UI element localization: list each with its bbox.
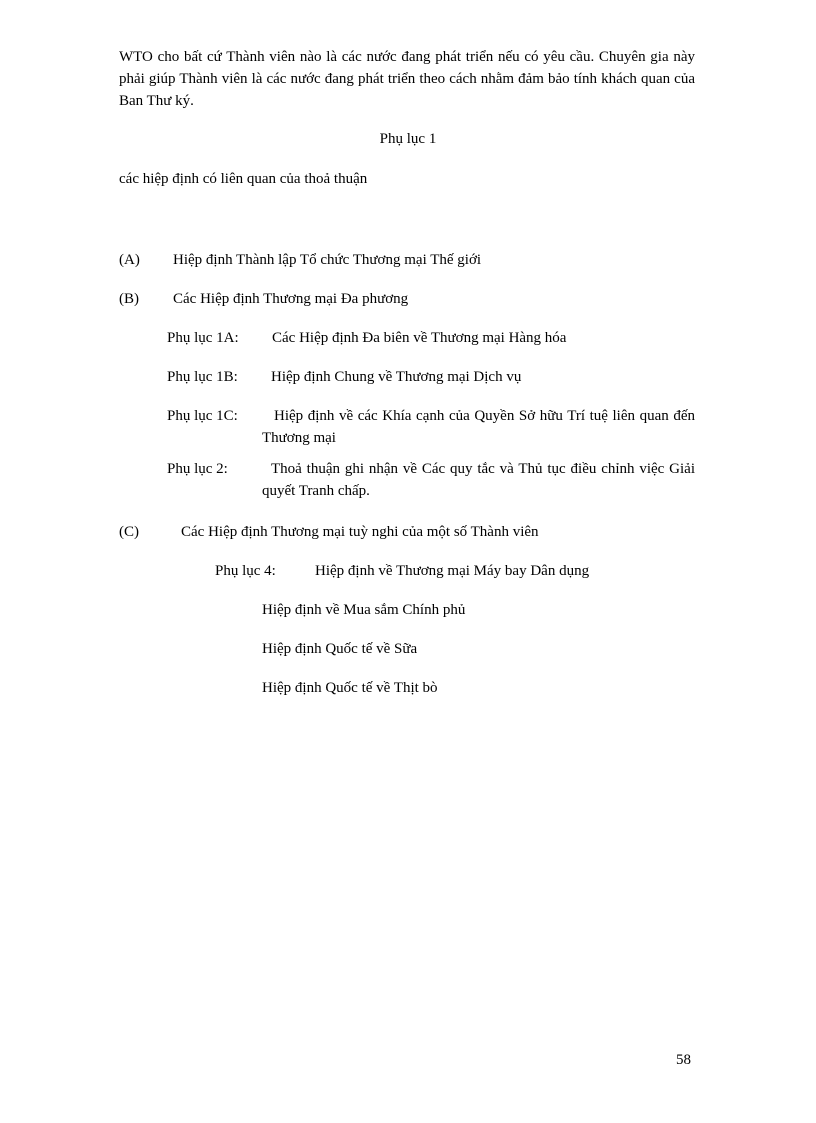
annex-1b-label: Phụ lục 1B: xyxy=(167,369,238,385)
annex-4-agreement-2: Hiệp định về Mua sắm Chính phủ xyxy=(262,602,466,618)
annex-4-label: Phụ lục 4: xyxy=(215,563,276,579)
section-c-text: Các Hiệp định Thương mại tuỳ nghi của một số Thành viên xyxy=(181,524,539,540)
section-a-letter: (A) xyxy=(119,252,140,268)
annex-1a-text: Các Hiệp định Đa biên về Thương mại Hàng hóa xyxy=(272,330,567,346)
annex-1c-label: Phụ lục 1C: xyxy=(167,408,238,424)
annex-title xyxy=(0,131,816,148)
subtitle: các hiệp định có liên quan của thoả thuận xyxy=(119,171,368,187)
annex-2-label: Phụ lục 2: xyxy=(167,461,228,477)
section-b-letter: (B) xyxy=(119,291,139,307)
annex-4-agreement-3: Hiệp định Quốc tế về Sữa xyxy=(262,641,418,657)
annex-2-text: Thoả thuận ghi nhận về Các quy tắc và Thủ tục điều chỉnh việc Giải quyết Tranh chấp. xyxy=(262,461,695,499)
annex-1c-text: Hiệp định về các Khía cạnh của Quyền Sở hữu Trí tuệ liên quan đến Thương mại xyxy=(262,408,695,446)
intro-paragraph: WTO cho bất cứ Thành viên nào là các nước đang phát triển nếu có yêu cầu. Chuyên gia này phải giúp Thành viên là các nước đang phát triển theo cách nhằm đảm bảo tính khách quan của Ban Thư ký. xyxy=(119,49,695,109)
section-c-letter: (C) xyxy=(119,524,139,540)
annex-4-agreement-1: Hiệp định về Thương mại Máy bay Dân dụng xyxy=(315,563,590,579)
section-b-text: Các Hiệp định Thương mại Đa phương xyxy=(173,291,409,307)
annex-1b-text: Hiệp định Chung về Thương mại Dịch vụ xyxy=(271,369,522,385)
section-a-text: Hiệp định Thành lập Tổ chức Thương mại Thế giới xyxy=(173,252,482,268)
annex-4-agreement-4: Hiệp định Quốc tế về Thịt bò xyxy=(262,680,438,696)
annex-title-text: Phụ lục 1 xyxy=(379,131,437,147)
page-number: 58 xyxy=(676,1052,691,1068)
annex-1a-label: Phụ lục 1A: xyxy=(167,330,239,346)
